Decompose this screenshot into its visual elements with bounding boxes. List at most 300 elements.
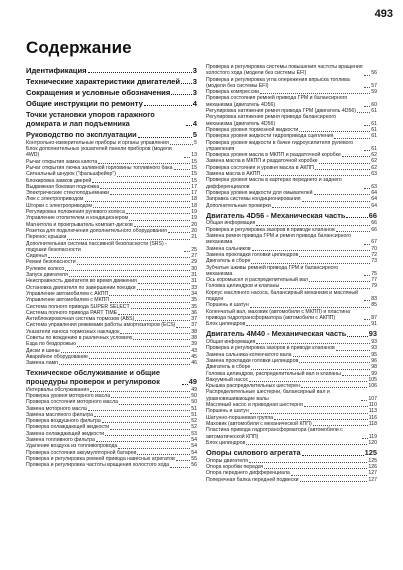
dot-leader <box>364 86 370 88</box>
dot-leader <box>94 415 190 417</box>
toc-section-heading <box>206 449 377 458</box>
toc-entry-title: Общая информация <box>206 220 256 227</box>
toc-page-number: 52 <box>191 424 197 431</box>
toc-page-number: 4 <box>192 99 197 108</box>
toc-page-number: 52 <box>191 418 197 425</box>
toc-entry-title: Регулировка натяжения ремня привода балансирного механизма (двигатель 4D56) <box>206 114 337 127</box>
toc-entry-title: Поршень и шатун <box>206 408 249 415</box>
toc-entry-title: Антиблокировочная система тормозов (ABS) <box>26 316 135 323</box>
toc-page-number: 35 <box>191 297 197 304</box>
toc-page-number: 75 <box>371 270 377 277</box>
toc-entry-title: Поперечная балка передней подвески <box>206 476 299 483</box>
dot-leader <box>168 231 190 233</box>
dot-leader <box>110 428 190 430</box>
dot-leader <box>134 225 190 227</box>
toc-page-number: 20 <box>191 221 197 228</box>
toc-page-number: 95 <box>371 351 377 358</box>
toc-section-heading <box>26 66 197 75</box>
toc-entry-title: Регулировка положения рулевого колеса <box>26 209 125 216</box>
toc-entry-title: Распределительные шестерни, балансирный вал и уравновешивающие валы <box>206 389 330 402</box>
toc-page-number: 64 <box>371 196 377 203</box>
toc-entry-title: Запуск двигателя <box>26 272 68 279</box>
toc-entry-title: Рычаг открытия лючка заливной горловины топливного бака <box>26 164 173 171</box>
dot-leader <box>274 418 368 420</box>
toc-section-heading <box>26 77 197 86</box>
toc-entry-title: Проверка уровня жидкости для омывателей <box>206 189 313 196</box>
dot-leader <box>171 93 192 95</box>
toc-entry-title: Проверка состояния ремней привода ГРМ и балансирного механизма (двигатель 4D56) <box>206 95 348 108</box>
dot-leader <box>144 104 192 106</box>
dot-leader <box>118 447 190 449</box>
toc-page-number: 57 <box>371 82 377 89</box>
toc-page-number: 51 <box>191 411 197 418</box>
toc-entry-title: Двигатель в сборе <box>206 364 251 371</box>
dot-leader <box>90 390 190 392</box>
toc-page-number: 125 <box>368 457 377 464</box>
toc-page-number: 106 <box>368 383 377 390</box>
dot-leader <box>334 137 370 139</box>
toc-entry-title: Розетка для подключения дополнительного оборудования <box>26 227 167 234</box>
dot-leader <box>364 187 370 189</box>
dot-leader <box>135 319 190 321</box>
toc-page-number: 19 <box>191 215 197 222</box>
toc-entry-title: Головка цилиндров и клапаны <box>206 283 280 290</box>
dot-leader <box>314 193 371 195</box>
dot-leader <box>364 299 370 301</box>
dot-leader <box>250 412 368 414</box>
toc-page-number: 4 <box>192 118 197 128</box>
dot-leader <box>336 230 370 232</box>
toc-section-heading <box>26 111 197 128</box>
toc-page-number: 66 <box>371 226 377 233</box>
toc-page-number: 36 <box>191 309 197 316</box>
dot-leader <box>176 326 190 328</box>
toc-entry-title: Неисправность двигателя во время движения <box>26 278 137 285</box>
toc-page-number: 15 <box>191 177 197 184</box>
toc-entry-title: Опора коробки передач <box>206 464 264 470</box>
dot-leader <box>181 82 192 84</box>
toc-page-number: 17 <box>191 183 197 190</box>
toc-entry-title: Общая информация <box>206 339 256 346</box>
toc-entry <box>206 233 377 246</box>
dot-leader <box>105 434 190 436</box>
dot-leader <box>65 269 190 271</box>
toc-page-number: 70 <box>371 245 377 252</box>
dot-leader <box>61 351 191 353</box>
toc-entry-title: Контрольно-измерительные приборы и органы управления <box>26 139 169 146</box>
toc-page-number: 38 <box>191 334 197 341</box>
toc-entry-title: Маховик (автомобили с механической КПП) <box>206 420 312 427</box>
toc-entry-title: Система управления режимами работы амортизаторов (ECS) <box>26 322 176 329</box>
dot-leader <box>176 459 190 461</box>
toc-entry-title: Зубчатые шкивы ремней привода ГРМ и балансирного механизма <box>206 264 339 277</box>
toc-entry-title: Проверка компрессии <box>206 89 260 96</box>
toc-page-number: 18 <box>191 202 197 209</box>
dot-leader <box>299 255 370 257</box>
dot-leader <box>304 405 368 407</box>
dot-leader <box>88 71 192 73</box>
toc-page-number: 56 <box>371 70 377 77</box>
toc-page-number: 19 <box>191 209 197 216</box>
dot-leader <box>364 243 370 245</box>
toc-entry-title: Вакуумный насос <box>206 376 249 383</box>
toc-entry-title: Управление автомобилем с МКПП <box>26 297 110 304</box>
toc-entry-title: Замена сальников <box>206 245 251 252</box>
dot-leader <box>250 306 371 308</box>
toc-entry <box>206 290 377 303</box>
toc-page-number: 119 <box>368 433 377 440</box>
toc-entry-title: Поршень и шатун <box>206 302 249 309</box>
dot-leader <box>302 454 364 456</box>
toc-section-heading <box>26 99 197 108</box>
toc-entry-title: Блок цилиндров <box>206 321 246 328</box>
toc-entry <box>206 177 377 190</box>
toc-entry-title: Ось коромысел и распределительный вал <box>206 277 308 284</box>
dot-leader <box>119 403 190 405</box>
toc-page-number: 33 <box>191 284 197 291</box>
toc-entry-title: Замена охлаждающей жидкости <box>26 430 105 437</box>
toc-page-number: 126 <box>368 464 377 470</box>
toc-entry-title: Сокращения и условные обозначения <box>26 88 171 97</box>
toc-page-number: 54 <box>191 443 197 450</box>
toc-page-number: 125 <box>364 448 377 458</box>
dot-leader <box>126 212 190 214</box>
dot-leader <box>98 162 190 164</box>
toc-entry-title: Блок дополнительных указателей панели приборов (модели 4WD) <box>26 146 172 159</box>
toc-page-number: 3 <box>192 66 197 75</box>
toc-page-number: 45 <box>191 353 197 360</box>
toc-page-number: 51 <box>191 405 197 412</box>
toc-page-number: 37 <box>191 316 197 323</box>
toc-section-heading <box>206 212 377 221</box>
toc-entry-title: Двигатель в сборе <box>206 258 251 265</box>
toc-entry-title: Сигнальный шнурок ("фальшфейер") <box>26 171 116 178</box>
toc-entry <box>26 146 197 159</box>
dot-leader <box>88 409 190 411</box>
toc-entry-title: Шатунно-поршневая группа <box>206 414 274 421</box>
toc-entry <box>26 462 197 468</box>
toc-entry <box>206 265 377 278</box>
dot-leader <box>182 383 188 385</box>
toc-entry-title: Проверка состояния и уровня масла в АКПП <box>206 164 314 171</box>
toc-section-heading <box>26 131 197 140</box>
toc-page-number: 5 <box>192 130 197 140</box>
toc-entry-title: Советы по вождению в различных условиях <box>26 334 133 341</box>
toc-entry-title: Езда по бездорожью <box>26 341 76 348</box>
dot-leader <box>251 368 370 370</box>
toc-entry-title: Пластина привода гидротрансформатора (автомобили с автоматической КПП) <box>206 427 343 440</box>
dot-leader <box>137 453 190 455</box>
toc-page-number: 46 <box>191 360 197 367</box>
toc-entry <box>206 64 377 77</box>
toc-entry-title: Двигатель 4M40 - Механическая часть <box>206 329 347 339</box>
dot-leader <box>133 338 190 340</box>
toc-entry-title: Заправка системы кондиционирования <box>206 196 301 203</box>
toc-page-number: 5 <box>194 139 197 146</box>
dot-leader <box>251 262 370 264</box>
toc-entry-title: Коленчатый вал, маховик (автомобили с МКПП) и пластина привода гидротрансформатора (автомобили с АКПП) <box>206 308 351 321</box>
dot-leader <box>362 437 368 439</box>
dot-leader <box>118 313 190 315</box>
toc-entry-title: Опора переднего дифференциала <box>206 470 290 477</box>
toc-entry-title: Замена моторного масла <box>26 405 87 412</box>
toc-entry-title: Корпус масляного насоса, балансирный механизм и масляный поддон <box>206 289 358 302</box>
dot-leader <box>342 155 370 157</box>
dot-leader <box>293 355 371 357</box>
toc-entry-title: Точки установки упоров гаражного домкрата и лап подъемника <box>26 110 155 128</box>
dot-leader <box>93 206 190 208</box>
toc-entry-title: Проверка уровня жидкости в бачке гидроусилителя рулевого управления <box>206 139 354 152</box>
toc-page-number: 127 <box>368 476 377 483</box>
toc-page-number: 67 <box>371 239 377 246</box>
toc-page-number: 62 <box>371 158 377 165</box>
toc-entry-title: Блок цилиндров <box>206 439 246 446</box>
toc-entry-title: Выдвижная боковая подножка <box>26 183 100 190</box>
toc-entry-title: Проверка и регулировка частоты вращения холостого хода <box>26 462 170 469</box>
toc-entry <box>206 77 377 90</box>
toc-entry-title: Проверка уровня тормозной жидкости <box>206 126 299 133</box>
dot-leader <box>361 399 367 401</box>
toc-entry-title: Проверка уровня жидкости гидропривода сцепления <box>206 133 334 140</box>
toc-entry <box>206 140 377 153</box>
toc-entry <box>206 114 377 127</box>
toc-entry-title: Проверка и регулировка системы повышения частоты вращения холостого хода (модели без системы EFI) <box>206 64 363 77</box>
dot-leader <box>100 187 190 189</box>
dot-leader <box>364 318 370 320</box>
dot-leader <box>347 335 367 337</box>
dot-leader <box>59 363 190 365</box>
dot-leader <box>117 175 190 177</box>
toc-page-number: 55 <box>191 455 197 462</box>
toc-page-number: 49 <box>188 377 197 387</box>
toc-page-number: 18 <box>191 196 197 203</box>
toc-entry-title: Шторки с электроприводом <box>26 202 92 209</box>
dot-leader <box>364 149 370 151</box>
toc-page-number: 54 <box>191 437 197 444</box>
toc-entry-title: Диски и шины <box>26 347 60 354</box>
dot-leader <box>315 168 370 170</box>
dot-leader <box>120 332 190 334</box>
toc-entry-title: Дополнительная система пассивной безопасности (SRS) - подушки безопасности <box>26 240 167 253</box>
toc-entry-title: Указатели износа тормозных накладок <box>26 328 120 335</box>
toc-entry-title: Двигатель 4D56 - Механическая часть <box>206 210 346 220</box>
toc-entry-title: Руководство по эксплуатации <box>26 130 137 140</box>
dot-leader <box>336 349 370 351</box>
toc-entry-title: Общие инструкции по ремонту <box>26 99 143 108</box>
page-number: 493 <box>374 8 393 20</box>
dot-leader <box>184 156 190 158</box>
toc-entry-title: Интервалы обслуживания <box>26 386 90 393</box>
toc-entry <box>206 440 377 446</box>
toc-page-number: 38 <box>191 328 197 335</box>
dot-leader <box>272 206 370 208</box>
toc-page-number: 79 <box>371 283 377 290</box>
dot-leader <box>131 307 191 309</box>
toc-entry-title: Регулировка натяжения ремня привода ГРМ (двигатель 4D56) <box>206 108 356 115</box>
dot-leader <box>102 421 190 423</box>
toc-entry-title: Замена прокладки головки цилиндров <box>206 357 299 364</box>
dot-leader <box>280 287 370 289</box>
dot-leader <box>252 249 371 251</box>
toc-page-number: 99 <box>371 370 377 377</box>
dot-leader <box>299 361 370 363</box>
toc-page-number: 61 <box>371 120 377 127</box>
toc-page-number: 61 <box>371 133 377 140</box>
toc-page-number: 61 <box>371 108 377 115</box>
dot-leader <box>246 443 367 445</box>
toc-entry-title: Ремни безопасности <box>26 259 76 266</box>
dot-leader <box>313 424 368 426</box>
toc-page-number: 93 <box>371 339 377 346</box>
toc-page-number: 96 <box>371 357 377 364</box>
dot-leader <box>92 181 190 183</box>
dot-leader <box>291 474 368 476</box>
toc-entry-title: Остановка двигателя по завершении поездки <box>26 284 136 291</box>
dot-leader <box>249 380 367 382</box>
toc-entry-title: Электрические стеклоподъемники <box>26 190 109 197</box>
toc-entry-title: Управление отопителем и кондиционером <box>26 215 129 222</box>
toc-entry-title: Проверка состояния аккумуляторной батареи <box>26 449 137 456</box>
toc-entry-title: Замена прокладки головки цилиндров <box>206 251 299 258</box>
toc-page-number: 15 <box>191 171 197 178</box>
toc-page-number: 43 <box>191 347 197 354</box>
toc-page-number: 13 <box>191 152 197 159</box>
toc-page-number: 85 <box>371 302 377 309</box>
toc-entry <box>206 95 377 108</box>
dot-leader <box>89 357 190 359</box>
dot-leader <box>170 466 190 468</box>
toc-page-number: 56 <box>191 462 197 469</box>
toc-entry-title: Замена масла в АКПП <box>206 171 261 178</box>
toc-entry-title: Замена топливного фильтра <box>26 437 95 444</box>
toc-page-number: 35 <box>191 303 197 310</box>
dot-leader <box>85 200 191 202</box>
toc-entry-title: Рычаг открытия замка капота <box>26 158 98 165</box>
dot-leader <box>319 162 371 164</box>
toc-page-number: 15 <box>191 158 197 165</box>
toc-entry-title: Масляный насос и приводная шестерня <box>206 402 303 409</box>
toc-section-heading <box>206 330 377 339</box>
toc-page-number: 64 <box>371 202 377 209</box>
dot-leader <box>138 282 190 284</box>
toc-entry-title: Опоры двигателя <box>206 457 248 464</box>
toc-page-number: 72 <box>371 251 377 258</box>
toc-page-number: 25 <box>191 246 197 253</box>
toc-page-number: 66 <box>371 220 377 227</box>
toc-page-number: 83 <box>371 295 377 302</box>
dot-leader <box>111 396 190 398</box>
toc-page-number: 15 <box>191 164 197 171</box>
toc-page-number: 37 <box>191 322 197 329</box>
toc-entry-title: Блокировка замков дверей <box>26 177 92 184</box>
toc-page-number: 127 <box>368 470 377 477</box>
toc-page-number: 91 <box>371 321 377 328</box>
toc-page-number: 20 <box>191 227 197 234</box>
toc-entry-title: Замена масла в МКПП и раздаточной коробке <box>206 158 318 165</box>
toc-entry-title: Проверка состояния моторного масла <box>26 399 119 406</box>
toc-section-heading <box>26 88 197 97</box>
toc-entry-title: Магнитола и проигрыватель компакт-дисков <box>26 221 133 228</box>
toc-page-number: 120 <box>368 439 377 446</box>
dot-leader <box>67 238 190 240</box>
toc-entry-title: Техническое обслуживание и общие процедуры проверок и регулировок <box>26 368 160 387</box>
toc-page-number: 77 <box>371 277 377 284</box>
dot-leader <box>110 301 190 303</box>
toc-page-number: 34 <box>191 290 197 297</box>
dot-leader <box>249 461 367 463</box>
dot-leader <box>364 124 370 126</box>
dot-leader <box>342 374 370 376</box>
toc-left-column <box>26 64 197 469</box>
dot-leader <box>346 216 367 218</box>
dot-leader <box>264 467 367 469</box>
dot-leader <box>299 130 370 132</box>
toc-entry <box>26 360 197 366</box>
toc-page-number: 98 <box>371 364 377 371</box>
toc-page-number: 110 <box>368 402 377 409</box>
toc-page-number: 105 <box>368 376 377 383</box>
toc-page-number: 3 <box>192 88 197 97</box>
toc-page-number: 73 <box>371 258 377 265</box>
toc-entry-title: Головка цилиндров, распределительный вал и клапаны <box>206 370 341 377</box>
toc-page-number: 29 <box>191 259 197 266</box>
toc-entry-title: Управление автомобилем с АКПП <box>26 290 109 297</box>
toc-entry <box>206 389 377 402</box>
dot-leader <box>69 275 190 277</box>
toc-entry-title: Удаление воздуха из топливопровода <box>26 443 118 450</box>
dot-leader <box>256 342 370 344</box>
toc-entry-title: Аварийное оборудование <box>26 353 88 360</box>
toc-page-number: 61 <box>371 126 377 133</box>
toc-entry-title: Проверка и регулировка зазоров в приводе клапанов <box>206 345 335 352</box>
toc-entry-title: Идентификация <box>26 66 87 75</box>
toc-entry <box>206 203 377 209</box>
toc-page-number: 60 <box>371 101 377 108</box>
toc-page-number: 61 <box>371 145 377 152</box>
toc-page-number: 39 <box>191 341 197 348</box>
dot-leader <box>357 111 370 113</box>
dot-leader <box>77 263 191 265</box>
toc-page-number: 31 <box>191 278 197 285</box>
toc-page-number: 107 <box>368 395 377 402</box>
dot-leader <box>364 74 370 76</box>
dot-leader <box>174 168 191 170</box>
toc-entry-title: Опоры силового агрегата <box>206 448 301 458</box>
toc-entry-title: Система полного привода SUPER SELECT <box>26 303 130 310</box>
toc-page-number: 66 <box>368 210 377 220</box>
dot-leader <box>186 124 192 126</box>
toc-entry-title: Сиденья <box>26 253 47 260</box>
toc-page-number: 49 <box>191 386 197 393</box>
toc-entry-title: Проверка и регулировка ремней привода навесных агрегатов <box>26 455 175 462</box>
toc-page-number: 87 <box>371 314 377 321</box>
toc-page-number: 64 <box>371 189 377 196</box>
toc-entry-title: Замена ремня привода ГРМ и ремня привода балансирного механизма <box>206 233 352 246</box>
toc-page-number: 53 <box>191 430 197 437</box>
toc-entry <box>206 309 377 322</box>
toc-entry-title: Люк с электроприводом <box>26 196 84 203</box>
toc-entry-title: Проверка воздушного фильтра <box>26 418 101 425</box>
toc-entry <box>206 477 377 483</box>
dot-leader <box>170 143 193 145</box>
toc-page-number: 63 <box>371 183 377 190</box>
toc-entry-title: Проверка охлаждающей жидкости <box>26 424 110 431</box>
toc-page-number: 50 <box>191 399 197 406</box>
dot-leader <box>137 288 191 290</box>
toc-entry-title: Проверка уровня масла в картерах переднего и заднего дифференциалов <box>206 177 342 190</box>
dot-leader <box>364 274 370 276</box>
dot-leader <box>110 193 190 195</box>
